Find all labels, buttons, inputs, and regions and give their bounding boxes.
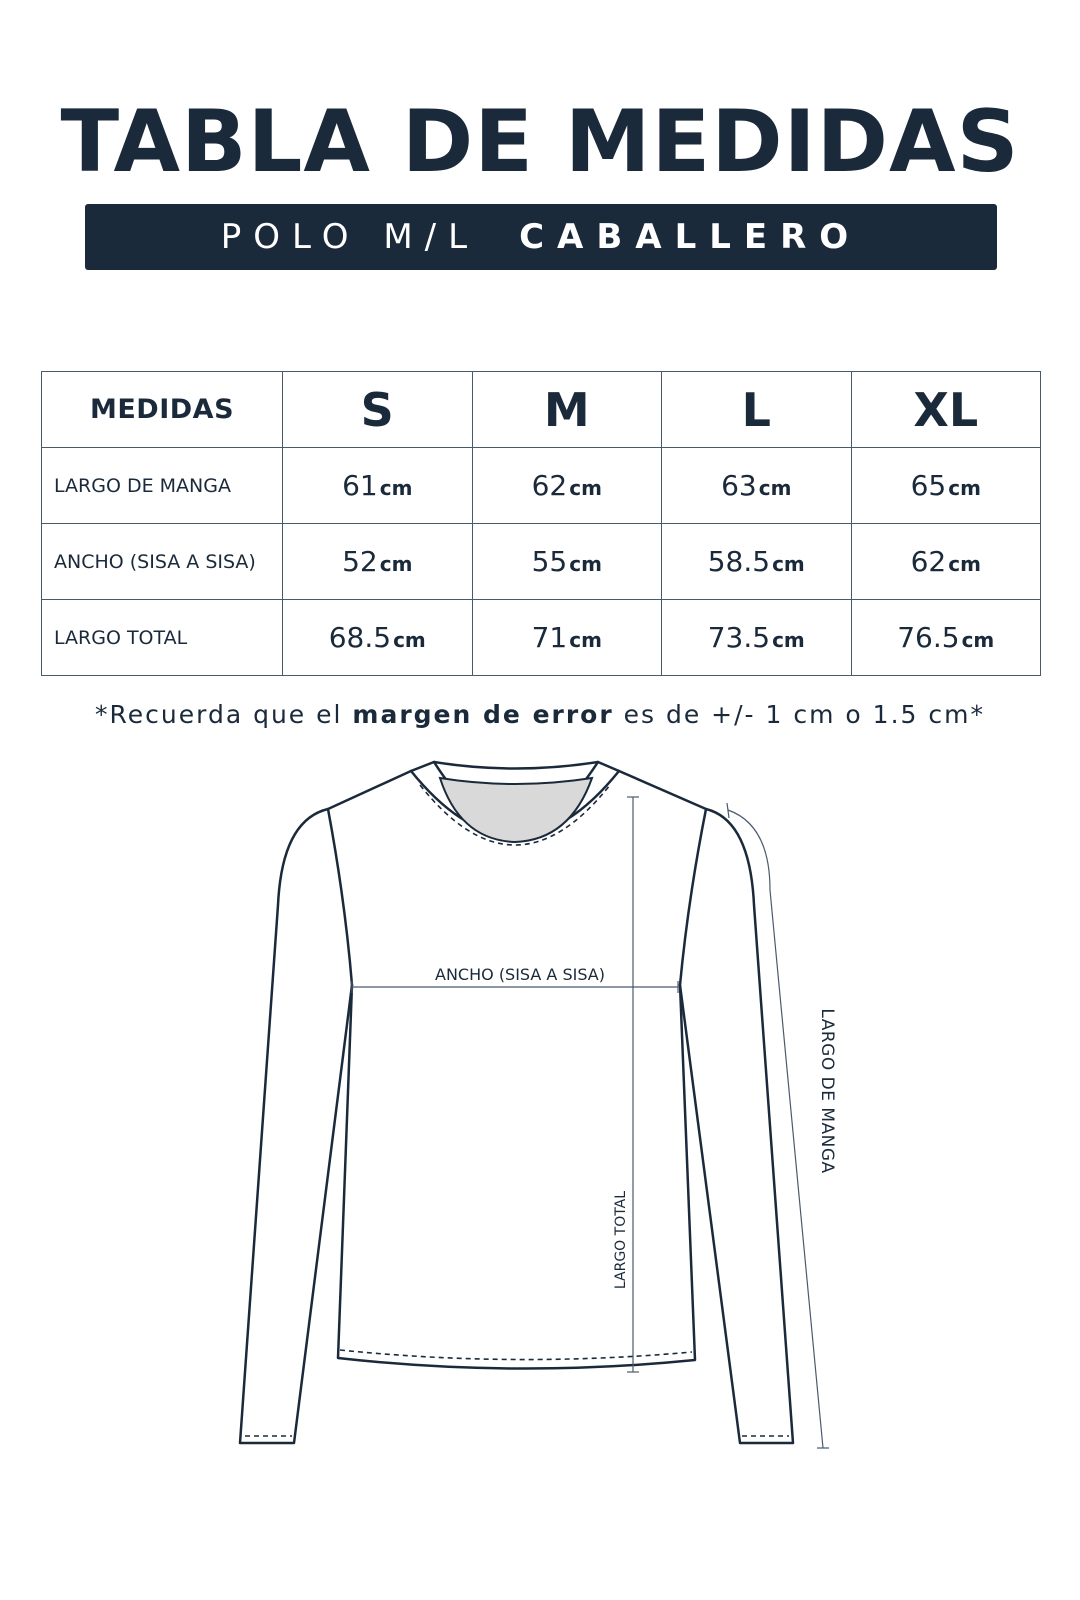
table-cell — [283, 448, 473, 524]
size-table — [41, 371, 1041, 676]
cell-value: 58.5 — [707, 545, 771, 578]
row-label: LARGO DE MANGA — [42, 448, 283, 524]
ancho-measure-label: ANCHO (SISA A SISA) — [435, 965, 605, 984]
table-cell — [283, 600, 473, 676]
note-text-bold: margen de error — [352, 700, 614, 729]
size-header-row — [42, 372, 1041, 448]
cell-unit: cm — [772, 552, 805, 576]
subtitle-gender: CABALLERO — [519, 217, 862, 257]
size-header-s: S — [283, 372, 473, 448]
cell-value: 52 — [342, 545, 378, 578]
cell-unit: cm — [948, 552, 981, 576]
subtitle-product: POLO M/L — [220, 217, 480, 257]
largo-total-measure-label: LARGO TOTAL — [613, 1190, 629, 1290]
table-cell — [472, 524, 662, 600]
table-cell — [662, 600, 852, 676]
table-cell — [851, 600, 1041, 676]
table-cell — [283, 524, 473, 600]
table-cell — [851, 524, 1041, 600]
table-corner-label: MEDIDAS — [42, 372, 283, 448]
row-label: ANCHO (SISA A SISA) — [42, 524, 283, 600]
error-margin-note — [0, 700, 1080, 729]
cell-unit: cm — [393, 628, 426, 652]
cell-value: 62 — [531, 469, 568, 502]
cell-value: 62 — [910, 545, 947, 578]
table-cell — [851, 448, 1041, 524]
cell-unit: cm — [569, 628, 602, 652]
cell-unit: cm — [948, 476, 981, 500]
size-header-l: L — [662, 372, 852, 448]
table-cell — [472, 600, 662, 676]
row-label: LARGO TOTAL — [42, 600, 283, 676]
subtitle-banner — [85, 204, 997, 270]
cell-unit: cm — [772, 628, 805, 652]
cell-unit: cm — [569, 476, 602, 500]
cell-value: 71 — [531, 621, 568, 654]
cell-unit: cm — [569, 552, 602, 576]
cell-unit: cm — [379, 476, 413, 500]
cell-value: 76.5 — [897, 621, 960, 654]
cell-value: 55 — [531, 545, 568, 578]
cell-unit: cm — [758, 476, 792, 500]
table-cell — [662, 524, 852, 600]
table-cell — [662, 448, 852, 524]
table-row — [42, 524, 1041, 600]
note-text-end: es de +/- 1 cm o 1.5 cm* — [613, 700, 985, 729]
largo-manga-measure-label: LARGO DE MANGA — [817, 1008, 837, 1174]
size-header-m: M — [472, 372, 662, 448]
cell-value: 63 — [721, 469, 757, 502]
cell-unit: cm — [379, 552, 413, 576]
cell-value: 73.5 — [707, 621, 771, 654]
size-header-xl: XL — [851, 372, 1041, 448]
table-cell — [472, 448, 662, 524]
table-row — [42, 448, 1041, 524]
long-sleeve-shirt-icon — [0, 760, 1080, 1460]
note-text-start: *Recuerda que el — [95, 700, 353, 729]
cell-unit: cm — [961, 628, 995, 652]
cell-value: 65 — [910, 469, 947, 502]
page-title: TABLA DE MEDIDAS — [60, 92, 1020, 192]
table-row — [42, 600, 1041, 676]
cell-value: 61 — [342, 469, 378, 502]
cell-value: 68.5 — [328, 621, 392, 654]
